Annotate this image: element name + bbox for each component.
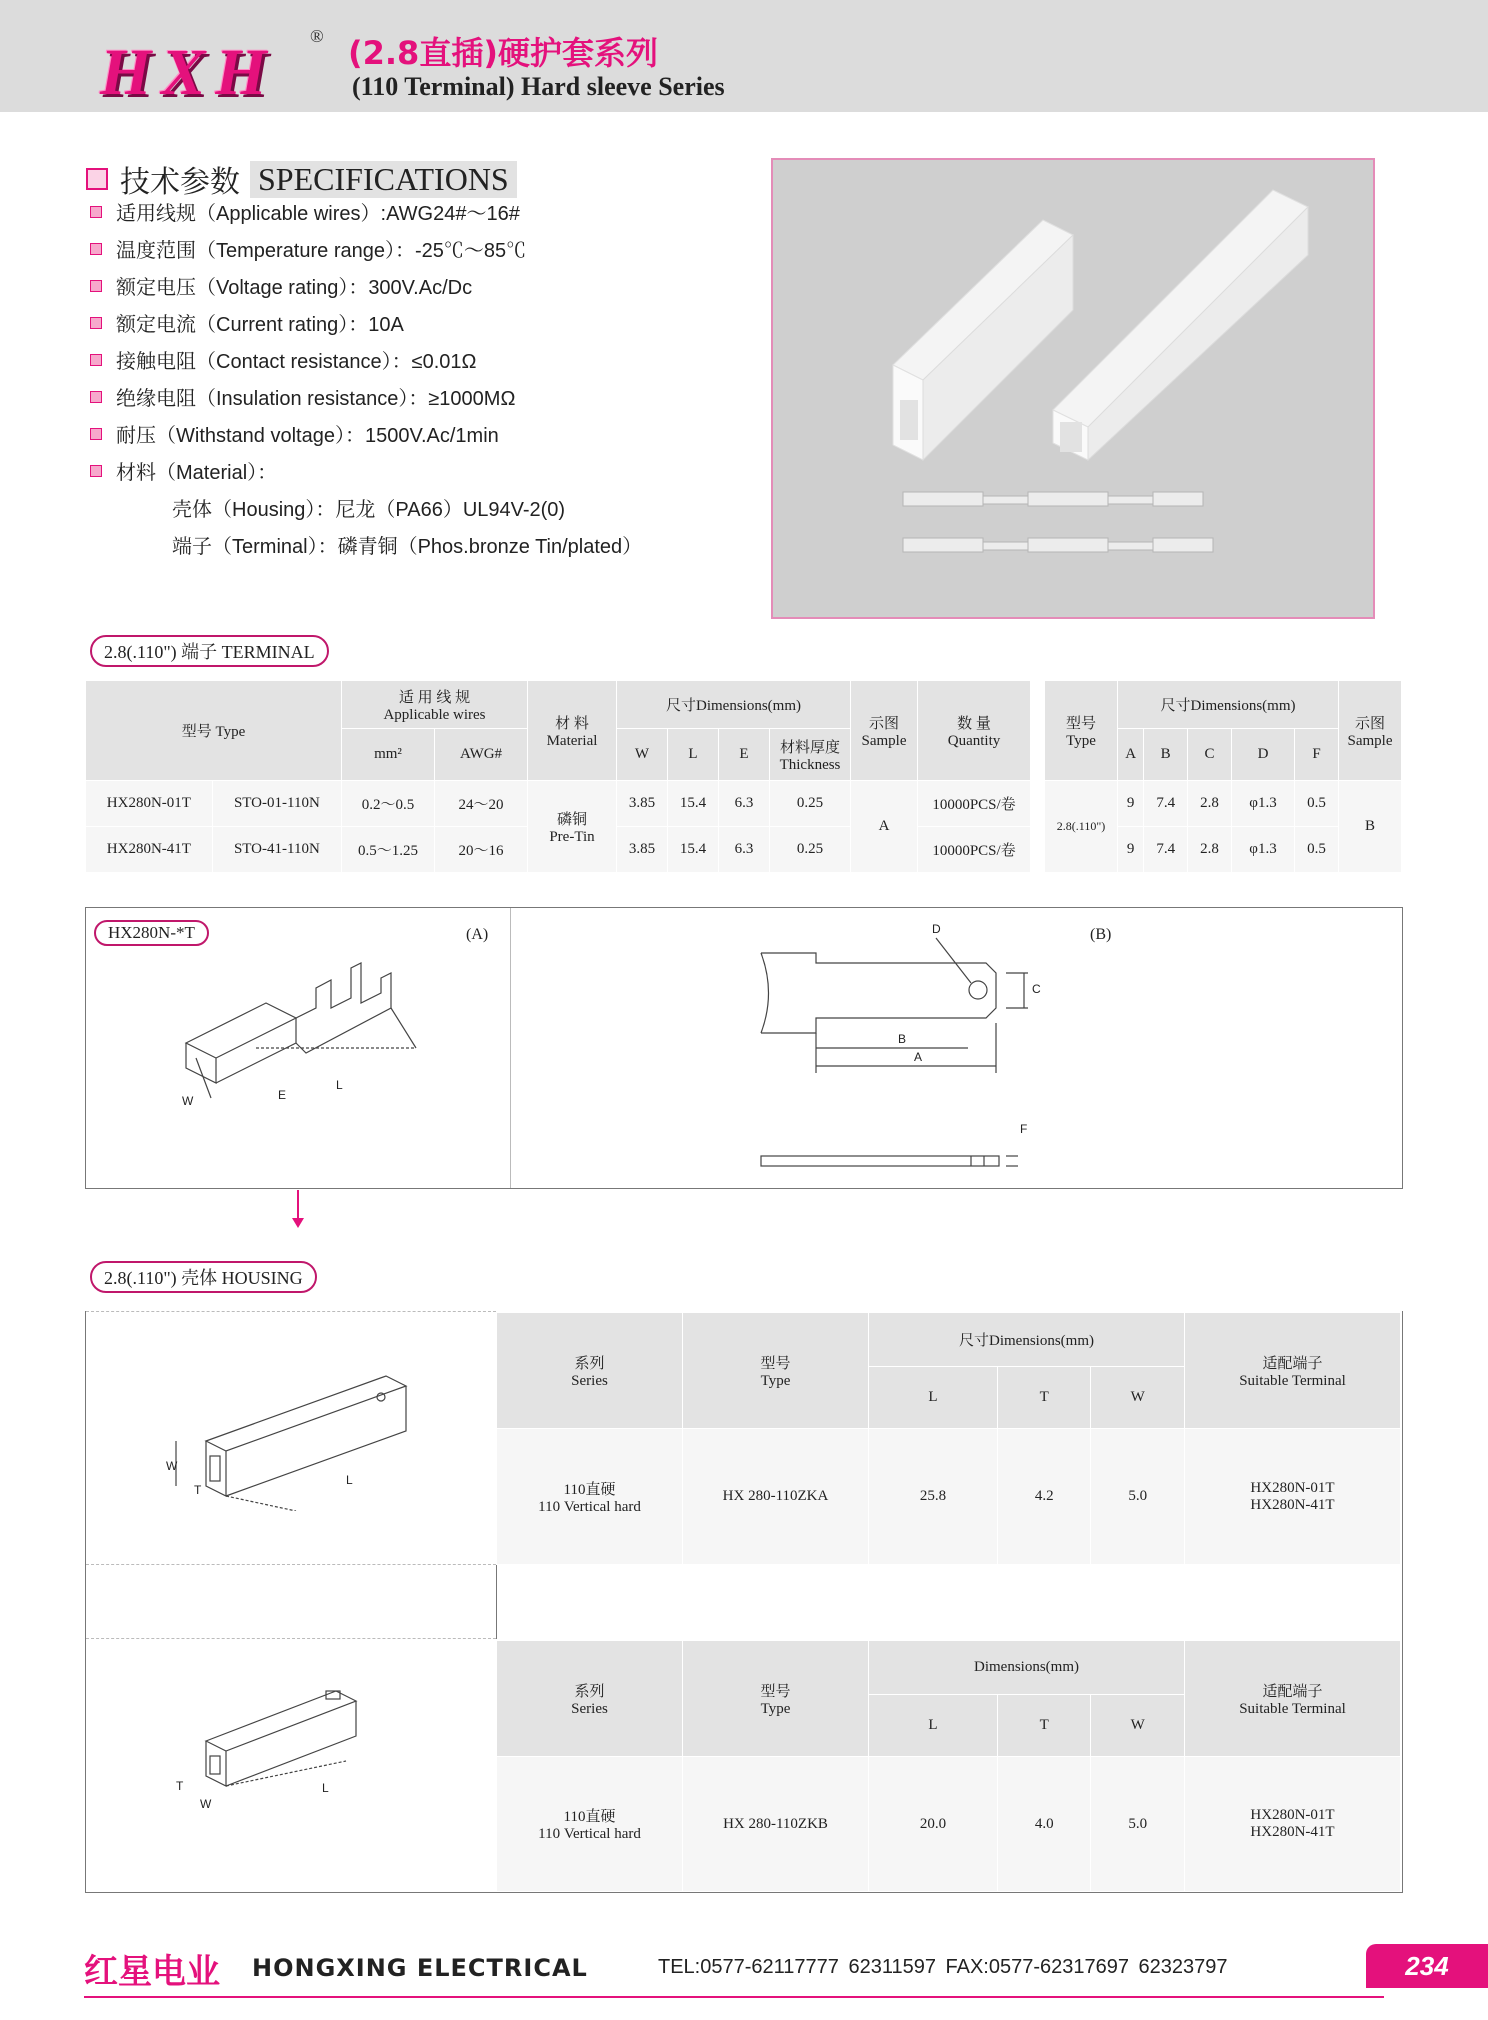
spec-text: 温度范围（Temperature range）：-25℃～85℃ [116, 240, 527, 262]
suitable-cn: 适配端子 [1262, 1683, 1323, 1700]
spec-sub-item: 端子（Terminal）：磷青铜（Phos.bronze Tin/plated） [172, 536, 643, 558]
bullet-icon [90, 317, 102, 329]
suitable-en: Suitable Terminal [1239, 1700, 1346, 1717]
bullet-icon [90, 206, 102, 218]
divider [510, 908, 511, 1188]
spec-text: 适用线规（Applicable wires）:AWG24#～16# [116, 203, 520, 225]
spec-text: 额定电压（Voltage rating）：300V.Ac/Dc [116, 277, 473, 299]
qty-en: Quantity [947, 732, 1001, 749]
thickness-en: Thickness [779, 756, 841, 773]
dim-label: T [194, 1483, 202, 1497]
cell-a: 9 [1118, 781, 1144, 827]
type-en: Type [760, 1372, 791, 1389]
cell-t: 4.2 [997, 1429, 1090, 1565]
sample-en: Sample [861, 732, 907, 749]
col-sample [851, 681, 918, 781]
dim-label: D [932, 922, 941, 936]
col-series [497, 1313, 683, 1429]
page-number: 234 [1366, 1944, 1488, 1988]
bullet-icon [90, 354, 102, 366]
col-dimensions: Dimensions(mm) [869, 1641, 1185, 1695]
bullet-icon [90, 243, 102, 255]
cell-type: 2.8(.110") [1045, 781, 1118, 873]
bullet-icon [90, 428, 102, 440]
company-name-cn: 红星电业 [84, 1952, 220, 1992]
col-l: L [869, 1695, 998, 1757]
cell-series [497, 1429, 683, 1565]
spec-text: 接触电阻（Contact resistance）：≤0.01Ω [116, 351, 477, 373]
col-type [1045, 681, 1118, 781]
spec-item [90, 308, 404, 337]
terminal-drawing-panel [85, 907, 1403, 1189]
cell-code: STO-01-110N [212, 781, 341, 827]
dim-label: W [166, 1459, 178, 1473]
cell-b: 7.4 [1144, 827, 1188, 873]
cell-w: 5.0 [1091, 1757, 1185, 1892]
cell-a: 9 [1118, 827, 1144, 873]
dim-label: F [1020, 1122, 1028, 1136]
terminal-3d-drawing [166, 948, 466, 1118]
thickness-cn: 材料厚度 [779, 739, 840, 756]
page-title-en: (110 Terminal) Hard sleeve Series [352, 72, 725, 101]
brand-logo: HXH [100, 36, 277, 109]
drawing-tag: HX280N-*T [94, 920, 209, 946]
type-en: Type [1066, 732, 1096, 749]
terminal-spec-table [85, 680, 1031, 873]
type-en: Type [760, 1700, 791, 1717]
col-d: D [1231, 729, 1294, 781]
square-bullet-icon [86, 168, 108, 190]
col-suitable [1185, 1313, 1401, 1429]
table-row [1045, 781, 1402, 827]
spec-item [90, 456, 277, 485]
suitable-cn: 适配端子 [1262, 1355, 1323, 1372]
col-dimensions: 尺寸Dimensions(mm) [617, 681, 851, 729]
col-type [683, 1641, 869, 1757]
terminal-dimension-drawing [756, 928, 1136, 1188]
cell-w: 5.0 [1091, 1429, 1185, 1565]
dim-label: W [182, 1094, 194, 1108]
col-c: C [1188, 729, 1232, 781]
spec-item [90, 271, 472, 300]
series-en: Series [571, 1700, 608, 1717]
col-b: B [1144, 729, 1188, 781]
housing-terminal-photo-illustration [773, 160, 1373, 617]
label-b: (B) [1090, 926, 1112, 943]
col-w: W [617, 729, 668, 781]
material-value-cn: 磷铜 [556, 811, 587, 828]
cell-w: 3.85 [617, 827, 668, 873]
label-a: (A) [466, 926, 489, 943]
cell-mm2: 0.2～0.5 [342, 781, 435, 827]
down-arrow-icon [290, 1190, 306, 1230]
table-row [497, 1757, 1401, 1892]
col-f: F [1295, 729, 1339, 781]
series-cn: 系列 [574, 1683, 605, 1700]
cell-l: 15.4 [668, 781, 719, 827]
type-cn: 型号 [760, 1355, 791, 1372]
divider [86, 1564, 496, 1565]
wires-en: Applicable wires [383, 706, 486, 723]
col-w: W [1091, 1367, 1185, 1429]
series-value-en: 110 Vertical hard [538, 1498, 641, 1515]
cell-suitable [1185, 1757, 1401, 1892]
series-value-en: 110 Vertical hard [538, 1826, 641, 1842]
dim-label: T [176, 1779, 184, 1793]
suitable-en: Suitable Terminal [1239, 1372, 1346, 1389]
divider [86, 1311, 496, 1312]
col-sample [1339, 681, 1402, 781]
bullet-icon [90, 391, 102, 403]
spec-item [90, 419, 499, 448]
col-mm2: mm² [342, 729, 435, 781]
material-value-en: Pre-Tin [549, 828, 595, 845]
cell-d: φ1.3 [1231, 827, 1294, 873]
cell-type: HX 280-110ZKA [683, 1429, 869, 1565]
cell-f: 0.5 [1295, 827, 1339, 873]
spec-item [90, 197, 520, 226]
spec-item [90, 382, 515, 411]
specs-heading-en: SPECIFICATIONS [250, 161, 517, 198]
spec-text: 绝缘电阻（Insulation resistance）：≥1000MΩ [116, 388, 516, 410]
cell-t: 4.0 [997, 1757, 1090, 1892]
material-en: Material [546, 732, 598, 749]
cell-l: 15.4 [668, 827, 719, 873]
col-thickness [770, 729, 851, 781]
col-t: T [997, 1367, 1090, 1429]
col-quantity [918, 681, 1031, 781]
housing-zkb-drawing [176, 1681, 476, 1821]
col-w: W [1091, 1695, 1185, 1757]
cell-qty: 10000PCS/卷 [918, 827, 1031, 873]
housing-section-tag: 2.8(.110") 壳体 HOUSING [90, 1261, 317, 1293]
cell-type: HX280N-01T [86, 781, 213, 827]
cell-d: φ1.3 [1231, 781, 1294, 827]
col-material [528, 681, 617, 781]
dim-label: C [1032, 982, 1041, 996]
col-type [683, 1313, 869, 1429]
col-t: T [997, 1695, 1090, 1757]
bullet-icon [90, 465, 102, 477]
registered-mark: ® [310, 26, 324, 46]
col-l: L [869, 1367, 998, 1429]
housing-zka-drawing [166, 1371, 486, 1511]
type-cn: 型号 [1065, 715, 1096, 732]
qty-cn: 数 量 [957, 715, 991, 732]
dim-label: L [346, 1473, 353, 1487]
dim-label: B [898, 1032, 907, 1046]
cell-thickness: 0.25 [770, 827, 851, 873]
cell-type: HX280N-41T [86, 827, 213, 873]
cell-mm2: 0.5～1.25 [342, 827, 435, 873]
cell-f: 0.5 [1295, 781, 1339, 827]
dim-label: L [322, 1781, 329, 1795]
cell-e: 6.3 [719, 781, 770, 827]
company-name-en: HONGXING ELECTRICAL [252, 1954, 588, 1982]
specs-heading-cn: 技术参数 [120, 165, 240, 200]
cell-sample: A [851, 781, 918, 873]
table-row [86, 781, 1031, 827]
spec-sub-item: 壳体（Housing）：尼龙（PA66）UL94V-2(0) [172, 499, 566, 521]
cell-awg: 20～16 [435, 827, 528, 873]
cell-suitable [1185, 1429, 1401, 1565]
col-wires [342, 681, 528, 729]
suitable-2: HX280N-41T [1250, 1824, 1335, 1840]
terminal-dimension-table [1044, 680, 1402, 873]
cell-type: HX 280-110ZKB [683, 1757, 869, 1892]
cell-thickness: 0.25 [770, 781, 851, 827]
spec-text: 耐压（Withstand voltage）：1500V.Ac/1min [116, 425, 499, 447]
col-a: A [1118, 729, 1144, 781]
suitable-1: HX280N-01T [1250, 1807, 1335, 1823]
cell-w: 3.85 [617, 781, 668, 827]
specs-heading [86, 157, 517, 201]
dim-label: L [336, 1078, 343, 1092]
cell-c: 2.8 [1188, 781, 1232, 827]
spec-item [90, 234, 526, 263]
divider [86, 1638, 496, 1639]
col-suitable [1185, 1641, 1401, 1757]
sample-en: Sample [1347, 732, 1393, 749]
col-dimensions: 尺寸Dimensions(mm) [869, 1313, 1185, 1367]
housing-zka-table [496, 1312, 1401, 1565]
page-title-cn: (2.8直插)硬护套系列 [348, 34, 658, 72]
cell-code: STO-41-110N [212, 827, 341, 873]
sample-cn: 示图 [868, 715, 899, 732]
dim-label: E [278, 1088, 287, 1102]
material-cn: 材 料 [555, 715, 589, 732]
spec-text: 额定电流（Current rating）：10A [116, 314, 404, 336]
wires-cn: 适 用 线 规 [398, 689, 471, 706]
cell-l: 25.8 [869, 1429, 998, 1565]
product-photo [771, 158, 1375, 619]
dim-label: A [914, 1050, 923, 1064]
spec-item [90, 345, 477, 374]
cell-qty: 10000PCS/卷 [918, 781, 1031, 827]
cell-material [528, 781, 617, 873]
series-value-cn: 110直硬 [563, 1481, 616, 1498]
terminal-section-tag: 2.8(.110") 端子 TERMINAL [90, 635, 329, 667]
series-value-cn: 110直硬 [563, 1809, 616, 1825]
suitable-2: HX280N-41T [1250, 1496, 1335, 1513]
cell-series [497, 1757, 683, 1892]
col-series [497, 1641, 683, 1757]
cell-e: 6.3 [719, 827, 770, 873]
table-row [497, 1429, 1401, 1565]
col-awg: AWG# [435, 729, 528, 781]
contact-info: TEL:0577-62117777 62311597 FAX:0577-62317697 62323797 [658, 1956, 1228, 1978]
footer-rule [84, 1996, 1384, 1998]
spec-text: 材料（Material）： [116, 462, 278, 484]
col-l: L [668, 729, 719, 781]
cell-l: 20.0 [869, 1757, 998, 1892]
series-cn: 系列 [574, 1355, 605, 1372]
col-type: 型号 Type [86, 681, 342, 781]
spacer [496, 1564, 1403, 1639]
cell-awg: 24～20 [435, 781, 528, 827]
col-e: E [719, 729, 770, 781]
suitable-1: HX280N-01T [1250, 1479, 1335, 1496]
dim-label: W [200, 1797, 212, 1811]
bullet-icon [90, 280, 102, 292]
series-en: Series [571, 1372, 608, 1389]
housing-zkb-table [496, 1640, 1401, 1892]
cell-b: 7.4 [1144, 781, 1188, 827]
type-cn: 型号 [760, 1683, 791, 1700]
sample-cn: 示图 [1354, 715, 1385, 732]
cell-sample: B [1339, 781, 1402, 873]
col-dimensions: 尺寸Dimensions(mm) [1118, 681, 1339, 729]
cell-c: 2.8 [1188, 827, 1232, 873]
